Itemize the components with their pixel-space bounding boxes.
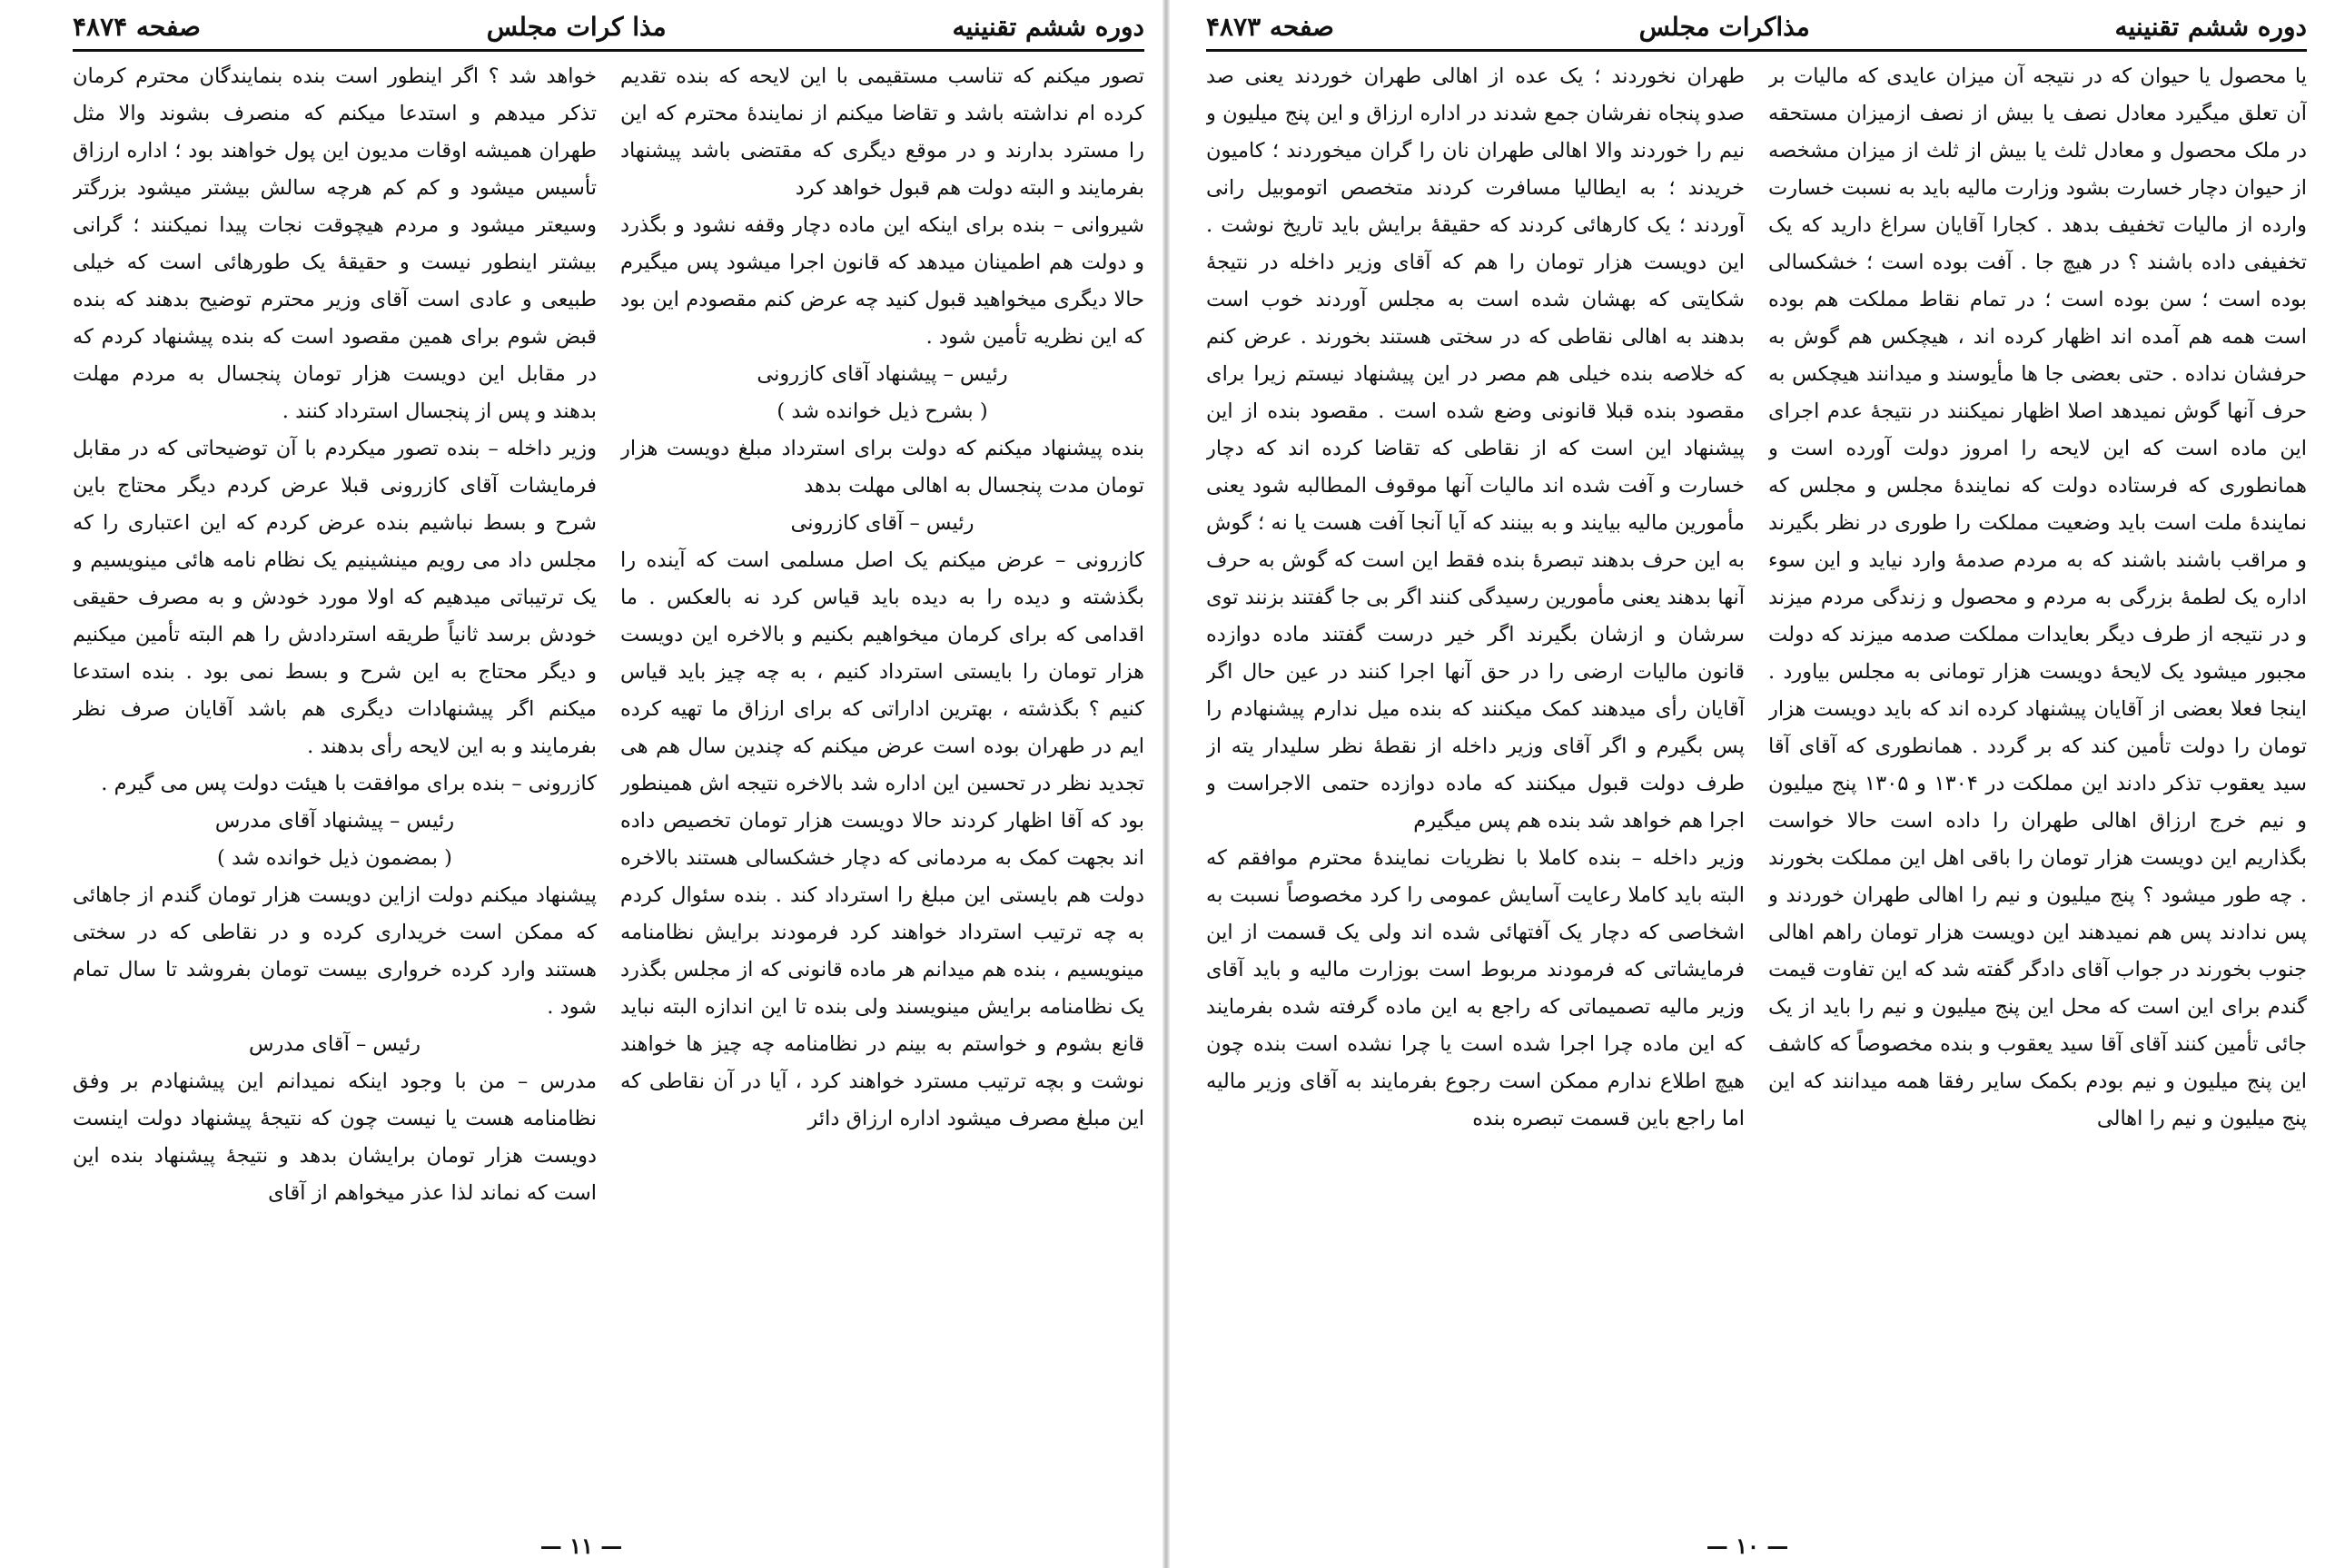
- header-rule: [1206, 49, 2307, 52]
- header-page-number: صفحه ۴۸۷۴: [73, 11, 201, 42]
- section-heading: رئیس – پیشنهاد آقای مدرس: [214, 809, 455, 833]
- section-heading: رئیس – آقای کازرونی: [790, 511, 975, 535]
- reading-note: ( بمضمون ذیل خوانده شد ): [217, 846, 452, 870]
- text-columns: [73, 58, 1144, 1523]
- paragraph: وزیر داخله – بنده تصور میکردم با آن توضیحاتی که در مقابل فرمایشات آقای کازرونی قبلا عرض کردم دیگر محتاج باین شرح و بسط نباشیم بنده عرض کردم که این اعتباری را که مجلس داد می رویم مینشینیم یک نظام نامه هائی مینویسیم و یک ترتیباتی میدهیم که اولا مورد خودش و به مصرف حقیقی خودش برسد ثانیاً طریقه استردادش را هم البته تأمین میکنیم و دیگر محتاج به این شرح و بسط نمی بود . بنده استدعا میکنم اگر پیشنهادات دیگری هم باشد آقایان صرف نظر بفرمایند و به این لایحه رأی بدهند .: [73, 437, 597, 758]
- book-gutter: [1162, 0, 1170, 1568]
- header-section: دوره ششم تقنینیه: [2114, 11, 2307, 42]
- section-heading: رئیس – پیشنهاد آقای کازرونی: [757, 362, 1008, 386]
- paragraph: پیشنهاد میکنم دولت ازاین دویست هزار تومان گندم از جاهائی که ممکن است خریداری کرده و در نقاطی که در سختی هستند وارد کرده خرواری بیست تومان بفروشد تا سال تمام شود .: [73, 883, 597, 1019]
- paragraph: مدرس – من با وجود اینکه نمیدانم این پیشنهادم بر وفق نظامنامه هست یا نیست چون که نتیجهٔ پیشنهاد دولت اینست دویست هزار تومان برایشان بدهد و نتیجهٔ پیشنهاد بنده این است که نماند لذا عذر میخواهم از آقای: [73, 1070, 597, 1205]
- reading-note: ( بشرح ذیل خوانده شد ): [777, 399, 988, 423]
- paragraph: کازرونی – بنده برای موافقت با هیئت دولت پس می گیرم .: [101, 772, 597, 795]
- folio: — ۱۱ —: [539, 1533, 623, 1559]
- column-right: [620, 58, 1144, 1523]
- paragraph: بنده پیشنهاد میکنم که دولت برای استرداد مبلغ دویست هزار تومان مدت پنجسال به اهالی مهلت بدهد: [620, 437, 1144, 498]
- header-title: مذاکرات مجلس: [1638, 11, 1810, 42]
- header-rule: [73, 49, 1144, 52]
- header-section: دوره ششم تقنینیه: [952, 11, 1144, 42]
- column-left: [1206, 58, 1745, 1523]
- paragraph: وزیر داخله – بنده کاملا با نظریات نمایندهٔ محترم موافقم که البته باید کاملا رعایت آسایش عمومی را کرد مخصوصاً نسبت به اشخاصی که دچار یک آفتهائی شده اند ولی یک قسمت از این فرمایشاتی که فرمودند مربوط است بوزارت مالیه و باید آقای وزیر مالیه تصمیماتی که راجع به این ماده گرفته شده بفرمایند که این ماده چرا اجرا شده است یا چرا نشده است بنده چون هیچ اطلاع ندارم ممکن است رجوع بفرمایند به آقای وزیر مالیه اما راجع باین قسمت تبصره بنده: [1206, 846, 1745, 1130]
- page-4873: [1170, 0, 2325, 1568]
- paragraph: کازرونی – عرض میکنم یک اصل مسلمی است که آینده را بگذشته و دیده را به دیده باید قیاس کرد نه بالعکس . ما اقدامی که برای کرمان میخواهیم بکنیم و بالاخره این دویست هزار تومان را بایستی استرداد کنیم ، به چه چیز باید قیاس کنیم ؟ بگذشته ، بهترین اداراتی که برای ارزاق ما تهیه کرده ایم در طهران بوده است عرض میکنم که چندین سال هم هی تجدید نظر در تحسین این اداره شد بالاخره نتیجه اش همینطور بود که آقا اظهار کردند حالا دویست هزار تومان تخصیص داده اند بجهت کمک به مردمانی که دچار خشکسالی هستند بالاخره دولت هم بایستی این مبلغ را استرداد کند . بنده سئوال کردم به چه ترتیب استرداد خواهند کرد فرمودند برایش نظامنامه مینویسیم ، بنده هم میدانم هر ماده قانونی که از مجلس بگذرد یک نظامنامه برایش مینویسند ولی بنده تا این اندازه البته نباید قانع بشوم و خواستم به بینم در نظامنامه چه چیز ها خواهند نوشت و بچه ترتیب مسترد خواهند کرد ، آیا در آن نقاطی که این مبلغ مصرف میشود اداره ارزاق دائر: [620, 548, 1144, 1130]
- folio: — ۱۰ —: [1706, 1533, 1789, 1559]
- running-header: [1206, 5, 2307, 47]
- header-page-number: صفحه ۴۸۷۳: [1206, 11, 1334, 42]
- paragraph: یا محصول یا حیوان که در نتیجه آن میزان عایدی که مالیات بر آن تعلق میگیرد معادل نصف یا بیش از نصف ازمیزان مستحقه در ملک محصول و معادل ثلث یا بیش از ثلث از میزان مشخصه از حیوان دچار خسارت بشود وزارت مالیه باید به نسبت خسارت وارده از مالیات تخفیف بدهد . کجارا آقایان سراغ دارید که یک تخفیفی داده باشند ؟ در هیچ جا . آفت بوده است ؛ خشکسالی بوده است ؛ سن بوده است ؛ در تمام نقاط مملکت هم بوده است همه هم آمده اند اظهار کرده اند ، هیچکس هم گوش به حرفشان نداده . حتی بعضی جا ها مأیوسند و میدانند هیچکس به حرف آنها گوش نمیدهد اصلا اظهار نمیکنند در نتیجهٔ عدم اجرای این ماده است که این لایحه را امروز دولت آورده است و همانطوری که فرستاده دولت که نمایندهٔ مجلس و مجلس که نمایندهٔ ملت است باید وضعیت مملکت را طوری در نظر بگیرند و مراقب باشند باشند که به مردم صدمهٔ وارد نیاید و این سوء اداره یک لطمهٔ بزرگی به مردم و محصول و زندگی مردم میزند و در نتیجه از طرف دیگر بعایدات مملکت صدمه میزند که دولت مجبور میشود یک لایحهٔ دویست هزار تومانی به مجلس بیاورد . اینجا فعلا بعضی از آقایان پیشنهاد کرده اند که باید دویست هزار تومان را دولت تأمین کند که بر گردد . همانطوری که آقای آقا سید یعقوب تذکر دادند این مملکت در ۱۳۰۴ و ۱۳۰۵ پنج میلیون و نیم خرج ارزاق اهالی طهران را داده است حالا خواست بگذاریم این دویست هزار تومان را باقی اهل این مملکت بخورند . چه طور میشود ؟ پنج میلیون و نیم را اهالی طهران خوردند و پس ندادند پس هم نمیدهند این دویست هزار تومان راهم اهالی جنوب بخورند در جواب آقای دادگر گفته شد که این تفاوت قیمت گندم برای این است که محل این پنج میلیون و نیم را باید از یک جائی تأمین کنند آقای آقا سید یعقوب و بنده مخصوصاً که کاشف این پنج میلیون و نیم بودم بکمک سایر رفقا همه میدانند که این پنج میلیون و نیم را اهالی: [1768, 64, 2307, 1130]
- text-columns: [1206, 58, 2307, 1523]
- column-left: [73, 58, 597, 1523]
- page-4874: [0, 0, 1162, 1568]
- running-header: [73, 5, 1144, 47]
- header-title: مذا کرات مجلس: [486, 11, 667, 42]
- paragraph: خواهد شد ؟ اگر اینطور است بنده بنمایندگان محترم کرمان تذکر میدهم و استدعا میکنم که منصرف بشوند والا مثل طهران همیشه اوقات مدیون این پول خواهند بود ؛ اداره ارزاق تأسیس میشود و کم کم هرچه سالش بیشتر میشود بزرگتر وسیعتر میشود و مردم هیچوقت نجات پیدا نمیکنند ؛ گرانی بیشتر اینطور نیست و حقیقهٔ یک طورهائی است که خیلی طبیعی و عادی است آقای وزیر محترم توضیح بدهند که بنده قبض شوم برای همین مقصود است که بنده پیشنهاد کردم که در مقابل این دویست هزار تومان پنجسال به مردم مهلت بدهند و پس از پنجسال استرداد کنند .: [73, 64, 597, 423]
- paragraph: تصور میکنم که تناسب مستقیمی با این لایحه که بنده تقدیم کرده ام نداشته باشد و تقاضا میکنم از نمایندهٔ محترم که این را مسترد بدارند و در موقع دیگری که مقتضی باشد پیشنهاد بفرمایند و البته دولت هم قبول خواهد کرد: [620, 64, 1144, 200]
- paragraph: شیروانی – بنده برای اینکه این ماده دچار وقفه نشود و بگذرد و دولت هم اطمینان میدهد که قانون اجرا میشود پس میگیرم حالا دیگری میخواهید قبول کنید چه عرض کنم مقصودم این بود که این نظریه تأمین شود .: [620, 213, 1144, 349]
- paragraph: طهران نخوردند ؛ یک عده از اهالی طهران خوردند یعنی صد صدو پنجاه نفرشان جمع شدند در اداره ارزاق و این پنج میلیون و نیم را خوردند والا اهالی طهران نان را گران میخوردند ؛ کامیون خریدند ؛ به ایطالیا مسافرت کردند متخصص اتوموبیل رانی آوردند ؛ یک کارهائی کردند که حقیقهٔ برایش باید تاریخ نوشت . این دویست هزار تومان را هم که آقای وزیر داخله در نتیجهٔ شکایتی که بهشان شده است به مجلس آوردند خوب است بدهند به اهالی نقاطی که در سختی هستند بخورند . عرض کنم که خلاصه بنده خیلی هم مصر در این پیشنهاد نیستم زیرا برای مقصود بنده قبلا قانونی وضع شده است . مقصود بنده از این پیشنهاد این است که از نقاطی که تقاضا کرده اند که دچار خسارت و آفت شده اند مالیات آنها موقوف المطالبه شود یعنی مأمورین مالیه بیایند و به بینند که آیا آنجا آفت هست یا نه ؛ گوش به این حرف بدهند تبصرهٔ بنده فقط این است که گوش به حرف آنها بدهند یعنی مأمورین رسیدگی کنند اگر بی جا گفتند بزنند توی سرشان و ازشان بگیرند اگر خیر درست گفتند ماده دوازده قانون مالیات ارضی را در حق آنها اجرا کنند در عین حال اگر آقایان رأی میدهند کمک میکنند که بنده میل ندارم پیشنهادم را پس بگیرم و اگر آقای وزیر داخله از نقطهٔ نظر سلیدار یته از طرف دولت قبول میکنند که ماده دوازده حتمی الاجراست و اجرا هم خواهد شد بنده هم پس میگیرم: [1206, 64, 1745, 833]
- column-right: [1768, 58, 2307, 1523]
- section-heading: رئیس – آقای مدرس: [249, 1032, 420, 1056]
